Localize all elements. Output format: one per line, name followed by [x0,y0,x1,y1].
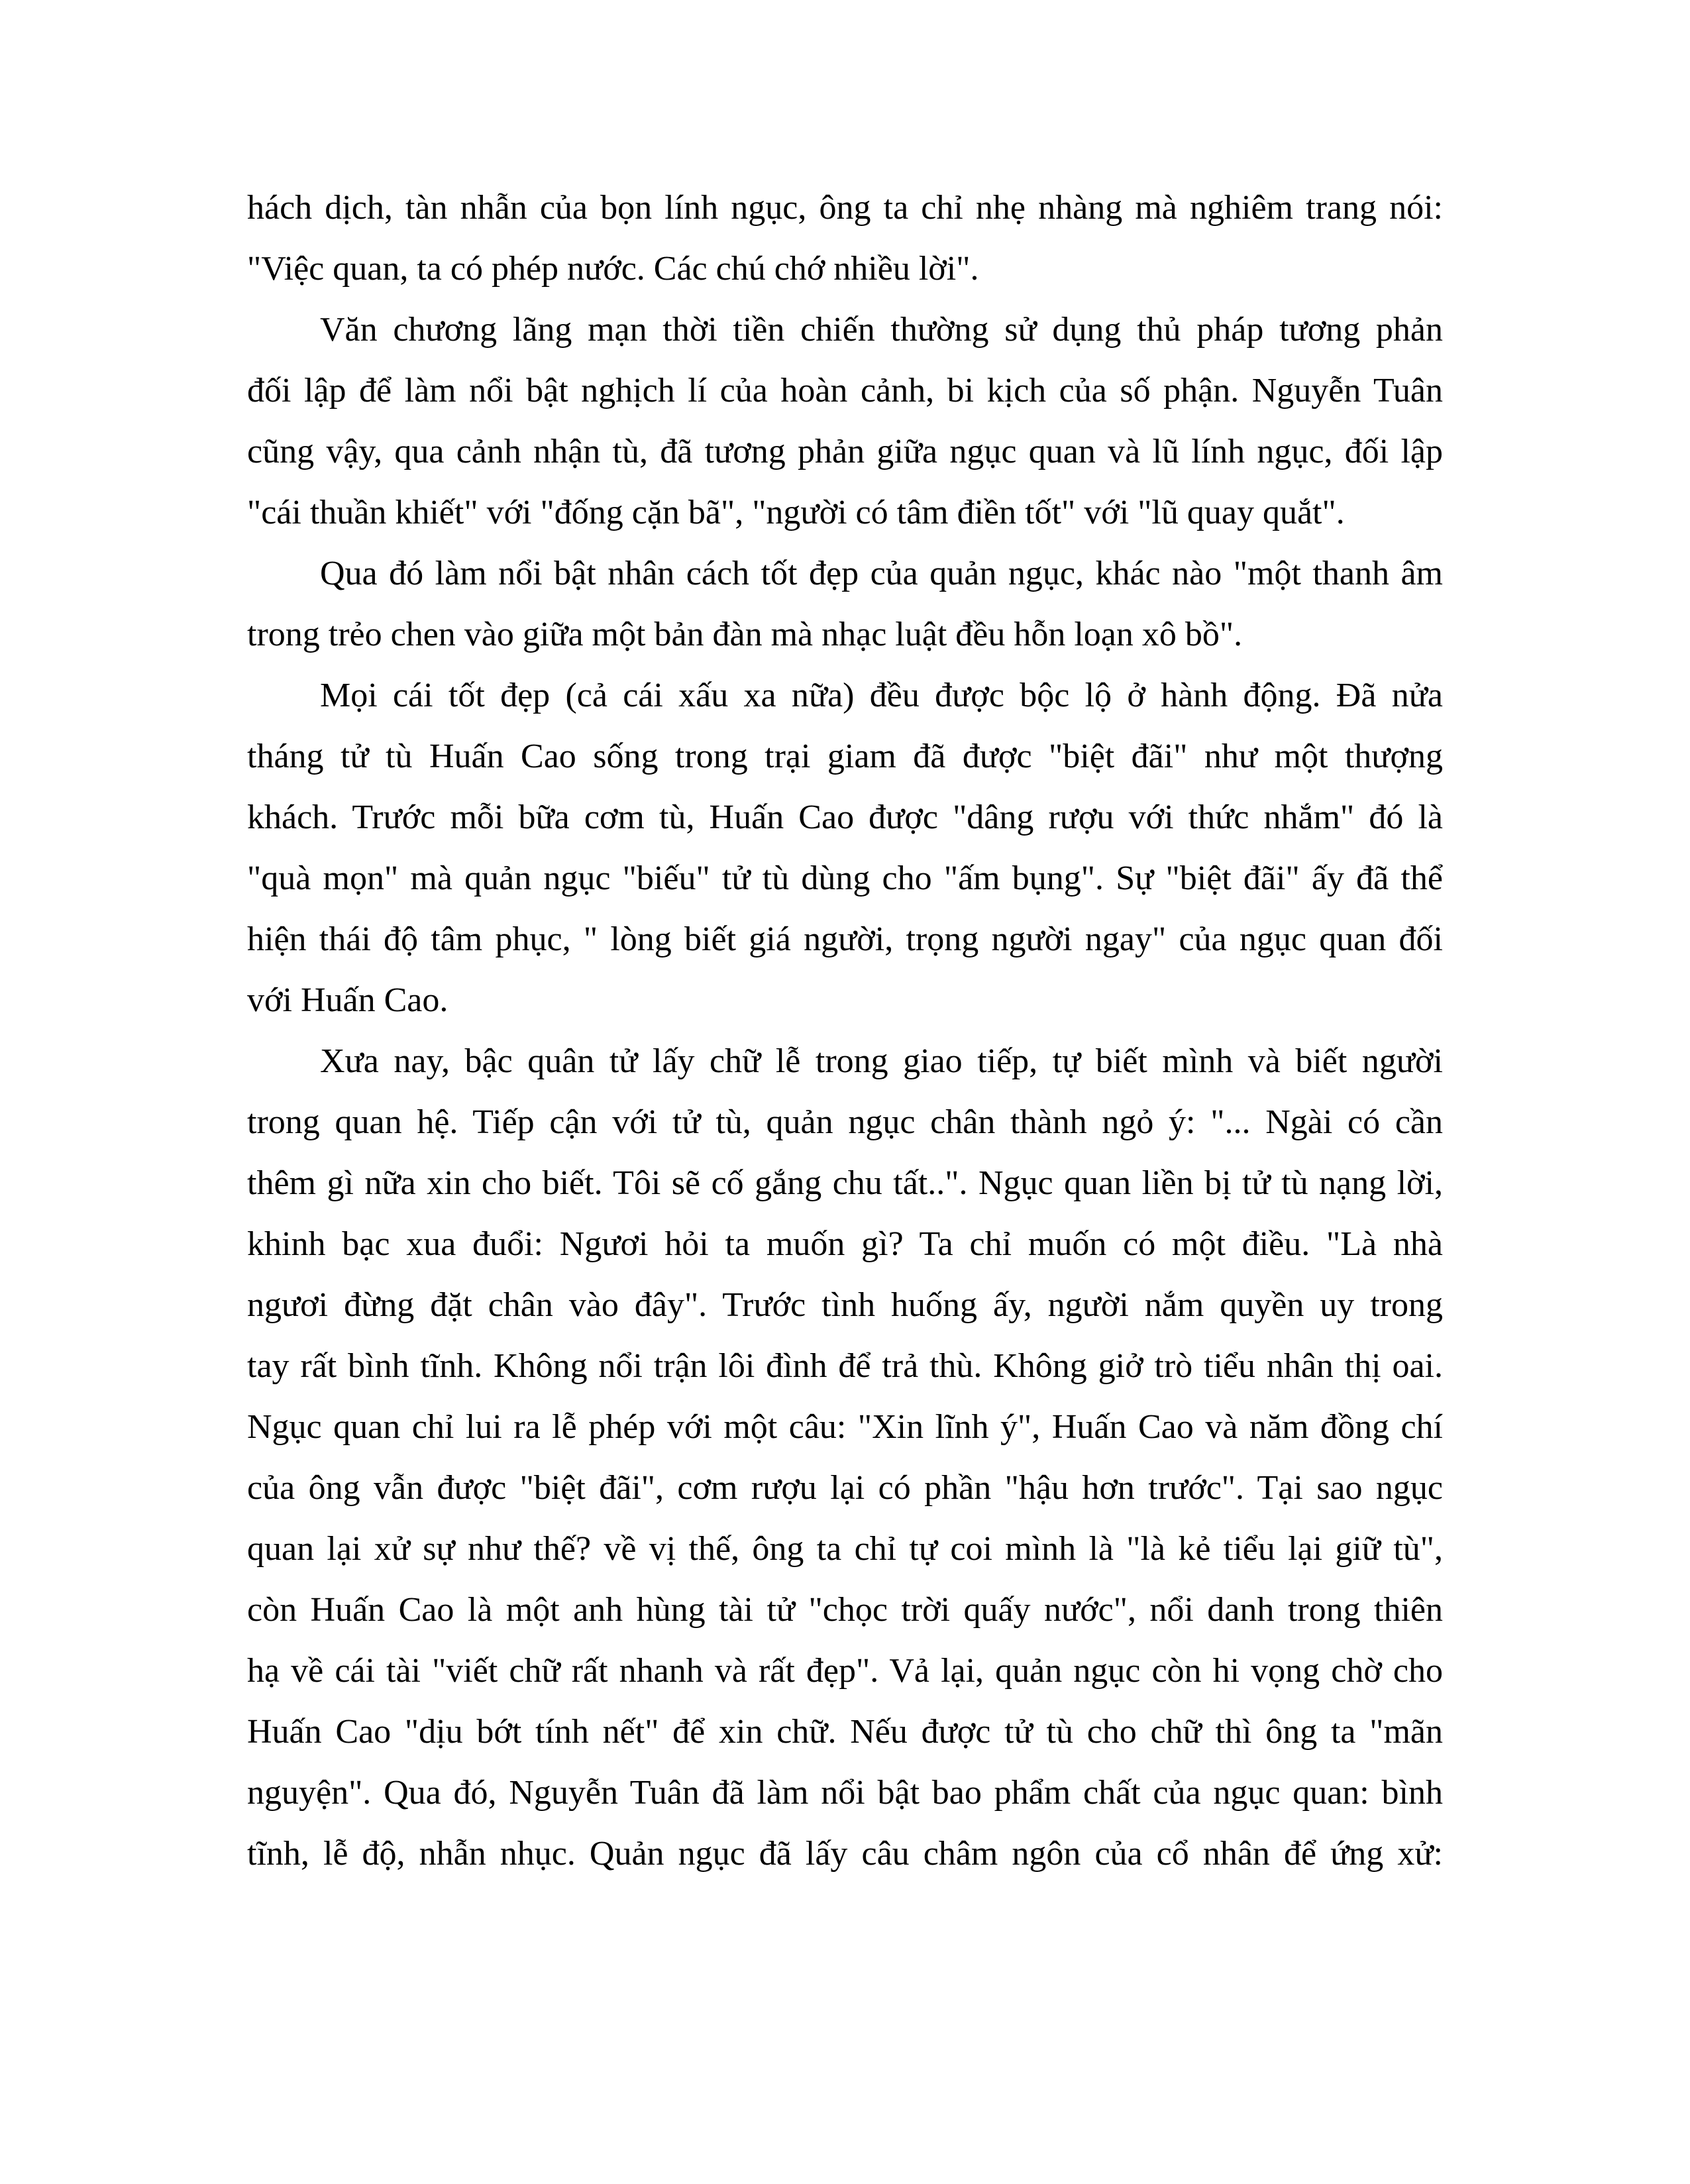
text-line: hạ về cái tài "viết chữ rất nhanh và rất đẹp". Vả lại, quản ngục còn hi vọng chờ cho [247,1652,1443,1690]
text-line: "quà mọn" mà quản ngục "biếu" tử tù dùng cho "ấm bụng". Sự "biệt đãi" ấy đã thể [247,859,1443,897]
text-line: còn Huấn Cao là một anh hùng tài tử "chọc trời quấy nước", nổi danh trong thiên [247,1591,1443,1629]
text-line: Huấn Cao "dịu bớt tính nết" để xin chữ. Nếu được tử tù cho chữ thì ông ta "mãn [247,1713,1443,1751]
text-line: của ông vẫn được "biệt đãi", cơm rượu lại có phần "hậu hơn trước". Tại sao ngục [247,1469,1443,1507]
text-line: thêm gì nữa xin cho biết. Tôi sẽ cố gắng chu tất..". Ngục quan liền bị tử tù nạng lời, [247,1164,1443,1202]
text-line: hách dịch, tàn nhẫn của bọn lính ngục, ông ta chỉ nhẹ nhàng mà nghiêm trang nói: [247,189,1443,227]
text-line: hiện thái độ tâm phục, " lòng biết giá người, trọng người ngay" của ngục quan đối [247,920,1443,958]
paragraph [247,300,1443,543]
text-line: trong quan hệ. Tiếp cận với tử tù, quản ngục chân thành ngỏ ý: "... Ngài có cần [247,1103,1443,1141]
text-line: khinh bạc xua đuổi: Ngươi hỏi ta muốn gì? Ta chỉ muốn có một điều. "Là nhà [247,1225,1443,1263]
text-line: "cái thuần khiết" với "đống cặn bã", "người có tâm điền tốt" với "lũ quay quắt". [247,494,1345,531]
text-line: tĩnh, lễ độ, nhẫn nhục. Quản ngục đã lấy câu châm ngôn của cổ nhân để ứng xử: [247,1835,1443,1873]
paragraph [247,665,1443,1031]
text-line: khách. Trước mỗi bữa cơm tù, Huấn Cao được "dâng rượu với thức nhắm" đó là [247,798,1443,836]
text-line: cũng vậy, qua cảnh nhận tù, đã tương phản giữa ngục quan và lũ lính ngục, đối lập [247,433,1443,470]
paragraph [247,178,1443,300]
text-line: với Huấn Cao. [247,981,449,1019]
paragraph [247,543,1443,665]
text-line: đối lập để làm nổi bật nghịch lí của hoàn cảnh, bi kịch của số phận. Nguyễn Tuân [247,372,1443,410]
text-line: Qua đó làm nổi bật nhân cách tốt đẹp của quản ngục, khác nào "một thanh âm [320,555,1443,592]
text-line: Xưa nay, bậc quân tử lấy chữ lễ trong giao tiếp, tự biết mình và biết người [320,1042,1443,1080]
text-line: quan lại xử sự như thế? về vị thế, ông ta chỉ tự coi mình là "là kẻ tiểu lại giữ tù", [247,1530,1443,1568]
paragraph [247,1031,1443,1884]
text-line: ngươi đừng đặt chân vào đây". Trước tình huống ấy, người nắm quyền uy trong [247,1286,1443,1324]
text-line: tháng tử tù Huấn Cao sống trong trại giam đã được "biệt đãi" như một thượng [247,737,1443,775]
text-line: trong trẻo chen vào giữa một bản đàn mà nhạc luật đều hỗn loạn xô bồ". [247,616,1243,653]
body-text [247,178,1443,1884]
text-line: "Việc quan, ta có phép nước. Các chú chớ nhiều lời". [247,250,979,288]
text-line: nguyện". Qua đó, Nguyễn Tuân đã làm nổi bật bao phẩm chất của ngục quan: bình [247,1774,1443,1812]
text-line: Ngục quan chỉ lui ra lễ phép với một câu: "Xin lĩnh ý", Huấn Cao và năm đồng chí [247,1408,1443,1446]
text-line: tay rất bình tĩnh. Không nổi trận lôi đình để trả thù. Không giở trò tiểu nhân thị oai. [247,1347,1443,1385]
text-line: Mọi cái tốt đẹp (cả cái xấu xa nữa) đều được bộc lộ ở hành động. Đã nửa [320,677,1443,714]
text-line: Văn chương lãng mạn thời tiền chiến thường sử dụng thủ pháp tương phản [320,311,1443,349]
